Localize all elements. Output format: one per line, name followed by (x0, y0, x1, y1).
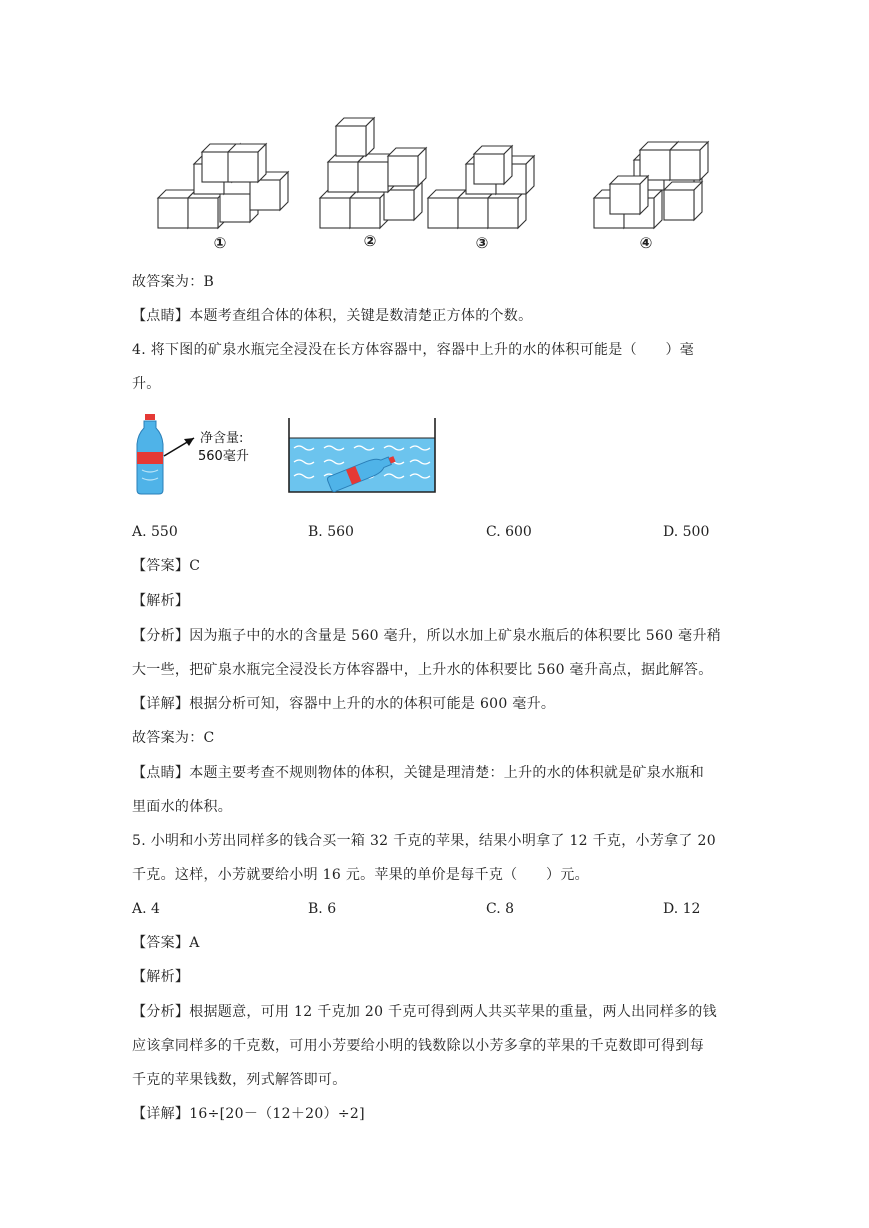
figure-label-4: ④ (639, 234, 653, 252)
figure-label-1: ① (213, 234, 227, 252)
q5-option-a: A. 4 (132, 901, 160, 917)
rectangular-container (289, 418, 435, 493)
bottle-label-line2: 560毫升 (198, 449, 249, 464)
q5-option-d: D. 12 (663, 901, 701, 917)
q5-detail: 【详解】16÷[20－（12＋20）÷2] (132, 1106, 365, 1122)
bottle-container-figure (132, 412, 452, 500)
water-bottle (137, 414, 163, 494)
q3-answer-line: 故答案为：B (132, 274, 215, 290)
q4-answer: 【答案】C (132, 558, 201, 574)
cube-figure-2 (320, 118, 426, 228)
q4-analysis-line2: 大一些，把矿泉水瓶完全浸没长方体容器中，上升水的体积要比 560 毫升高点，据此解答。 (132, 662, 713, 678)
bottle-label-line1: 净含量: (200, 431, 244, 446)
q4-stem-line2: 升。 (132, 376, 161, 392)
cube-figure-4 (594, 142, 708, 228)
q4-analysis-heading: 【解析】 (132, 593, 190, 609)
q4-stem-line1: 4. 将下图的矿泉水瓶完全浸没在长方体容器中，容器中上升的水的体积可能是（ ）毫 (132, 342, 695, 358)
cube-figure-1 (158, 144, 288, 228)
q4-comment-line2: 里面水的体积。 (132, 799, 233, 815)
q4-answer-line: 故答案为：C (132, 730, 215, 746)
figure-label-2: ② (363, 232, 377, 250)
cube-figures (150, 112, 750, 254)
q5-option-b: B. 6 (308, 901, 337, 917)
q5-analysis-heading: 【解析】 (132, 969, 190, 985)
cube-figure-3 (428, 146, 534, 228)
q4-option-a: A. 550 (132, 524, 178, 540)
q5-option-c: C. 8 (486, 901, 515, 917)
q4-comment-line1: 【点睛】本题主要考查不规则物体的体积，关键是理清楚：上升的水的体积就是矿泉水瓶和 (132, 765, 704, 781)
q4-analysis-line1: 【分析】因为瓶子中的水的含量是 560 毫升，所以水加上矿泉水瓶后的体积要比 560 毫升稍 (132, 628, 722, 644)
q4-option-d: D. 500 (663, 524, 710, 540)
q5-answer: 【答案】A (132, 935, 200, 951)
q4-detail: 【详解】根据分析可知，容器中上升的水的体积可能是 600 毫升。 (132, 696, 556, 712)
figure-label-3: ③ (475, 234, 489, 252)
q5-analysis-line3: 千克的苹果钱数，列式解答即可。 (132, 1072, 347, 1088)
q5-analysis-line2: 应该拿同样多的千克数，可用小芳要给小明的钱数除以小芳多拿的苹果的千克数即可得到每 (132, 1038, 704, 1054)
q5-stem-line2: 千克。这样，小芳就要给小明 16 元。苹果的单价是每千克（ ）元。 (132, 867, 589, 883)
q5-stem-line1: 5. 小明和小芳出同样多的钱合买一箱 32 千克的苹果，结果小明拿了 12 千克，小芳拿了 20 (132, 833, 716, 849)
q4-option-b: B. 560 (308, 524, 354, 540)
q5-analysis-line1: 【分析】根据题意，可用 12 千克加 20 千克可得到两人共买苹果的重量，两人出同样多的钱 (132, 1004, 717, 1020)
q3-comment: 【点睛】本题考查组合体的体积，关键是数清楚正方体的个数。 (132, 308, 533, 324)
q4-option-c: C. 600 (486, 524, 532, 540)
